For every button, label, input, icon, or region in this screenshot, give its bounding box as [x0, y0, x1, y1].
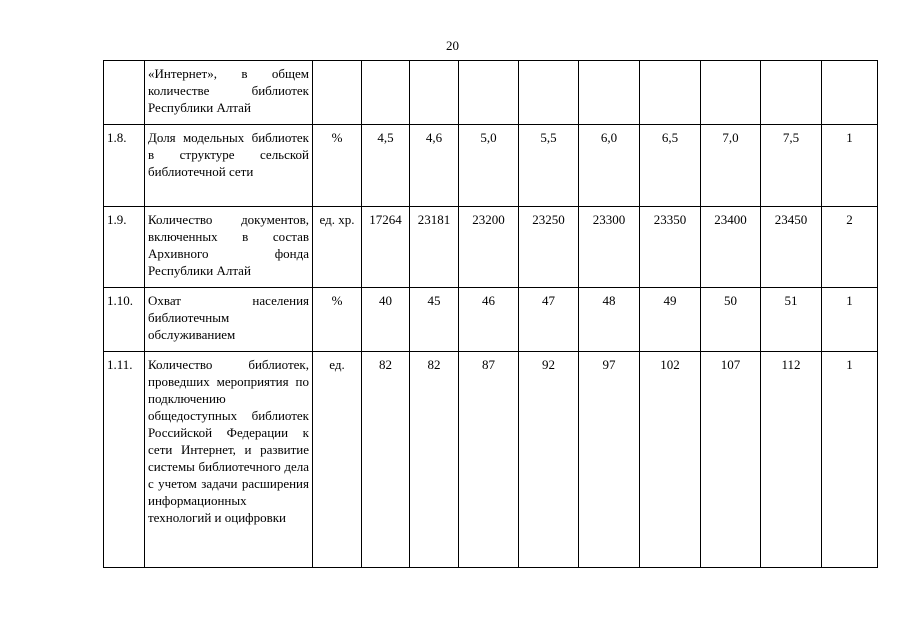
value-cell: 47 [519, 288, 579, 352]
last-column-value: 1 [822, 288, 878, 352]
value-cell: 7,5 [761, 125, 822, 207]
value-cell: 48 [579, 288, 640, 352]
unit-of-measure: % [313, 125, 362, 207]
value-cell: 40 [362, 288, 410, 352]
value-cell: 112 [761, 352, 822, 568]
value-cell: 23450 [761, 207, 822, 288]
row-number: 1.9. [104, 207, 145, 288]
last-column-value: 1 [822, 352, 878, 568]
table-row [104, 125, 878, 207]
value-cell [640, 61, 701, 125]
value-cell: 45 [410, 288, 459, 352]
value-cell: 87 [459, 352, 519, 568]
value-cell: 49 [640, 288, 701, 352]
value-cell: 4,5 [362, 125, 410, 207]
indicators-table [103, 60, 878, 568]
value-cell: 23181 [410, 207, 459, 288]
value-cell: 23200 [459, 207, 519, 288]
unit-of-measure [313, 61, 362, 125]
last-column-value [822, 61, 878, 125]
last-column-value: 1 [822, 125, 878, 207]
value-cell [701, 61, 761, 125]
value-cell: 46 [459, 288, 519, 352]
value-cell [459, 61, 519, 125]
value-cell: 82 [362, 352, 410, 568]
value-cell [410, 61, 459, 125]
value-cell [519, 61, 579, 125]
value-cell: 92 [519, 352, 579, 568]
indicator-name: Охват населения библиотечным обслуживанием [145, 288, 313, 352]
table-row [104, 207, 878, 288]
value-cell: 51 [761, 288, 822, 352]
value-cell: 50 [701, 288, 761, 352]
row-number: 1.11. [104, 352, 145, 568]
value-cell [362, 61, 410, 125]
row-number: 1.8. [104, 125, 145, 207]
value-cell: 6,0 [579, 125, 640, 207]
value-cell: 23250 [519, 207, 579, 288]
row-number: 1.10. [104, 288, 145, 352]
value-cell: 5,5 [519, 125, 579, 207]
indicator-name: Доля модельных библиотек в структуре сельской библиотечной сети [145, 125, 313, 207]
indicator-name: «Интернет», в общем количестве библиотек Республики Алтай [145, 61, 313, 125]
value-cell: 6,5 [640, 125, 701, 207]
value-cell: 17264 [362, 207, 410, 288]
table-row [104, 288, 878, 352]
table-row [104, 61, 878, 125]
table-row [104, 352, 878, 568]
page-number: 20 [446, 38, 459, 53]
value-cell: 23300 [579, 207, 640, 288]
value-cell: 23400 [701, 207, 761, 288]
value-cell: 107 [701, 352, 761, 568]
row-number [104, 61, 145, 125]
value-cell: 97 [579, 352, 640, 568]
value-cell [761, 61, 822, 125]
unit-of-measure: % [313, 288, 362, 352]
value-cell: 5,0 [459, 125, 519, 207]
last-column-value: 2 [822, 207, 878, 288]
value-cell: 102 [640, 352, 701, 568]
table-body [104, 61, 878, 568]
value-cell: 4,6 [410, 125, 459, 207]
unit-of-measure: ед. хр. [313, 207, 362, 288]
indicator-name: Количество документов, включенных в состав Архивного фонда Республики Алтай [145, 207, 313, 288]
indicator-name: Количество библиотек, проведших мероприятия по подключению общедоступных библиотек Российской Федерации к сети Интернет, и развитие системы библиотечного дела с учетом задачи расширения информационных технологий и оцифровки [145, 352, 313, 568]
value-cell: 23350 [640, 207, 701, 288]
value-cell [579, 61, 640, 125]
value-cell: 7,0 [701, 125, 761, 207]
unit-of-measure: ед. [313, 352, 362, 568]
value-cell: 82 [410, 352, 459, 568]
